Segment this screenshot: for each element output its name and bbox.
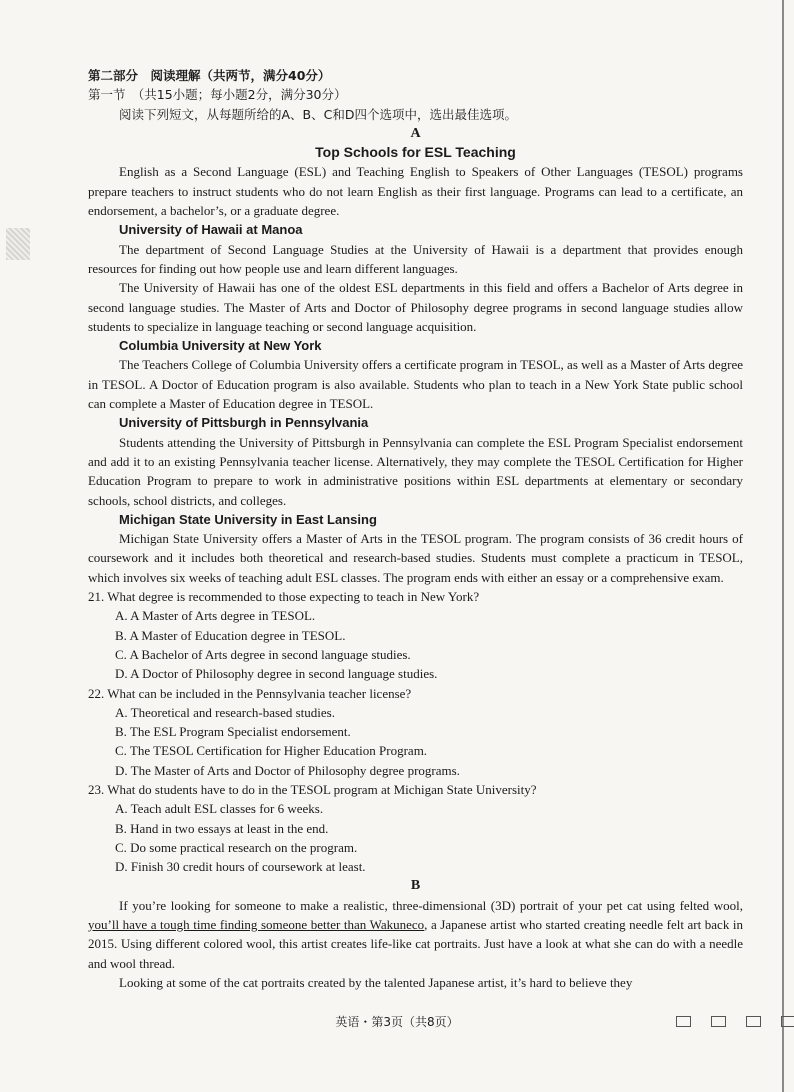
paragraph: Michigan State University offers a Master of Arts in the TESOL program. The program consists of 36 credit hours of coursework and it includes both theoretical and research-based studies. Students must complete a practicum in TESOL, which involves six weeks of teaching adult ESL classes. The program ends with either an essay or a comprehensive exam. <box>88 531 743 585</box>
passage-a-intro: English as a Second Language (ESL) and Teaching English to Speakers of Other Languages (TESOL) programs prepare teachers to instruct students who do not learn English as their first language. Programs can lead to a certificate, an endorsement, a bachelor’s, or a graduate degree. <box>88 164 743 219</box>
answer-box <box>781 1016 794 1027</box>
section-heading-pittsburgh: University of Pittsburgh in Pennsylvania <box>119 415 369 431</box>
paragraph: The Teachers College of Columbia University offers a certificate program in TESOL, as well as a Master of Arts degree in TESOL. A Doctor of Education program is also available. Students who plan to teach in a New York State public school can complete a Master of Education degree in TESOL. <box>88 357 743 412</box>
question-21-option-d: D. A Doctor of Philosophy degree in second language studies. <box>115 666 438 682</box>
question-23-stem: 23. What do students have to do in the TESOL program at Michigan State University? <box>88 781 537 797</box>
question-21-option-b: B. A Master of Education degree in TESOL. <box>115 627 346 643</box>
section-heading-michigan: Michigan State University in East Lansing <box>119 511 377 527</box>
passage-b-paragraph-1 <box>88 896 743 973</box>
question-23-option-b: B. Hand in two essays at least in the end. <box>115 820 329 836</box>
passage-b-p1-text-end: , a Japanese artist who started creating needle felt art back in 2015. Using different colored wool, this artist creates life-like cat portraits. Just have a look at what she can do with a needle and wool thread. <box>88 917 743 971</box>
question-21-stem: 21. What degree is recommended to those expecting to teach in New York? <box>88 589 480 605</box>
passage-b-letter: B <box>410 878 421 894</box>
passage-a-letter: A <box>410 125 421 141</box>
paragraph: The department of Second Language Studies at the University of Hawaii is a department that provides enough resources for finding out how people use and learn different languages. <box>88 241 743 276</box>
question-22-option-d: D. The Master of Arts and Doctor of Philosophy degree programs. <box>115 762 460 778</box>
section-header: 第一节 （共15小题；每小题2分，满分30分） <box>88 87 347 103</box>
passage-a-title: Top Schools for ESL Teaching <box>315 144 516 161</box>
passage-b-paragraph-2: Looking at some of the cat portraits created by the talented Japanese artist, it’s hard to believe they <box>119 974 633 990</box>
page-footer: 英语・第3页（共8页） <box>335 1015 459 1029</box>
question-23-option-a: A. Teach adult ESL classes for 6 weeks. <box>115 801 324 817</box>
answer-box <box>746 1016 761 1027</box>
answer-box <box>711 1016 726 1027</box>
question-22-option-a: A. Theoretical and research-based studies. <box>115 704 335 720</box>
question-21-option-c: C. A Bachelor of Arts degree in second language studies. <box>115 646 411 662</box>
paragraph: The University of Hawaii has one of the oldest ESL departments in this field and offers a Bachelor of Arts degree in second language studies. The Master of Arts and Doctor of Philosophy degree programs in second language studies allow students to specialize in language teaching or second language acquisition. <box>88 280 743 334</box>
question-23-option-d: D. Finish 30 credit hours of coursework at least. <box>115 859 366 875</box>
question-23-option-c: C. Do some practical research on the program. <box>115 839 358 855</box>
question-21-option-a: A. A Master of Arts degree in TESOL. <box>115 608 316 624</box>
section-heading-columbia: Columbia University at New York <box>119 338 322 354</box>
instruction: 阅读下列短文，从每题所给的A、B、C和D四个选项中，选出最佳选项。 <box>119 106 517 122</box>
section-heading-hawaii: University of Hawaii at Manoa <box>119 222 303 238</box>
question-22-option-c: C. The TESOL Certification for Higher Education Program. <box>115 743 428 759</box>
page-edge-line <box>782 0 784 1092</box>
answer-box <box>676 1016 691 1027</box>
part-header: 第二部分 阅读理解（共两节，满分40分） <box>88 68 331 83</box>
exam-page <box>88 66 743 992</box>
answer-boxes <box>676 1016 794 1027</box>
underlined-sentence: you’ll have a tough time finding someone better than Wakuneco <box>88 917 425 933</box>
question-22-stem: 22. What can be included in the Pennsylvania teacher license? <box>88 685 412 701</box>
paragraph: Students attending the University of Pittsburgh in Pennsylvania can complete the ESL Program Specialist endorsement and add it to an existing Pennsylvania teacher license. Alternatively, they may complete the TESOL Certification for Higher Education Program to prepare to work in administrative positions within ESL departments at elementary or secondary schools, school districts, and colleges. <box>88 434 743 508</box>
passage-b-p1-text: If you’re looking for someone to make a realistic, three-dimensional (3D) portrait of your pet cat using felted wool, <box>119 897 743 913</box>
question-22-option-b: B. The ESL Program Specialist endorsement. <box>115 724 351 740</box>
scan-stamp-mark <box>6 228 30 260</box>
